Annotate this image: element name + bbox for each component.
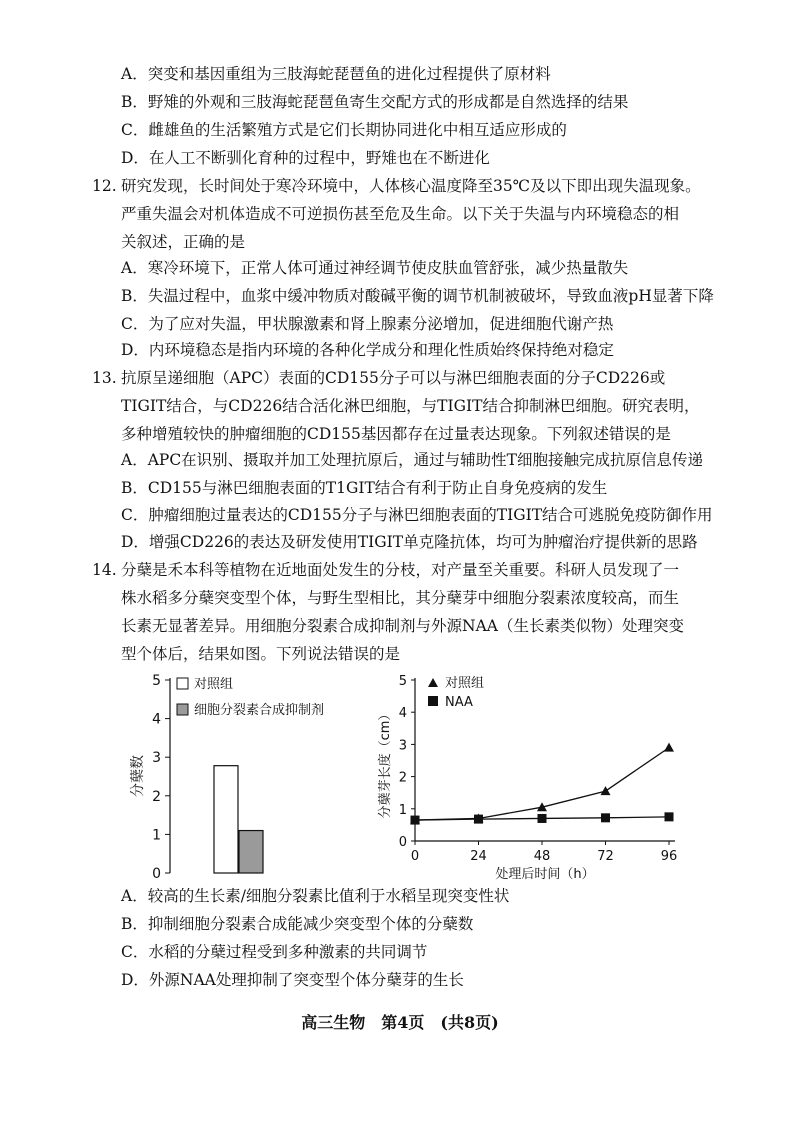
q14-stem-line: 型个体后，结果如图。下列说法错误的是 — [121, 645, 401, 663]
q12-option-b: B．失温过程中，血浆中缓冲物质对酸碱平衡的调节机制被破坏，导致血液pH显著下降 — [121, 287, 714, 305]
q12-option-a: A．寒冷环境下，正常人体可通过神经调节使皮肤血管舒张，减少热量散失 — [121, 259, 629, 277]
legend-label-naa: NAA — [445, 695, 473, 710]
legend-marker-control — [428, 678, 438, 687]
bar-y-tick-label: 0 — [152, 866, 161, 880]
point-control — [601, 786, 611, 795]
q12-option-d: D．内环境稳态是指内环境的各种化学成分和理化性质始终保持绝对稳定 — [121, 341, 614, 359]
q13-stem-line: TIGIT结合，与CD226结合活化淋巴细胞，与TIGIT结合抑制淋巴细胞。研究表明， — [121, 397, 700, 415]
q14-number: 14. — [92, 561, 117, 579]
line-x-tick-label: 0 — [410, 849, 420, 864]
q12-stem-line: 研究发现，长时间处于寒冷环境中，人体核心温度降至35℃及以下即出现失温现象。 — [121, 177, 701, 195]
line-x-tick-label: 72 — [597, 849, 614, 864]
line-y-tick-label: 5 — [398, 674, 407, 689]
q13-option-c: C．肿瘤细胞过量表达的CD155分子与淋巴细胞表面的TIGIT结合可逃脱免疫防御作用 — [121, 506, 713, 524]
line-y-axis-label: 分蘖芽长度（cm） — [378, 707, 393, 819]
page-footer: 高三生物 第4页 (共8页) — [301, 1013, 499, 1032]
bar-control — [214, 766, 238, 873]
q13-option-b: B．CD155与淋巴细胞表面的T1GIT结合有利于防止自身免疫病的发生 — [121, 479, 608, 497]
bar-y-tick-label: 5 — [152, 673, 161, 689]
tiller-count-bar-chart — [120, 668, 380, 880]
legend-label-control: 对照组 — [445, 676, 485, 691]
q13-number: 13. — [92, 369, 117, 387]
line-x-tick-label: 24 — [470, 849, 487, 864]
q13-stem-line: 抗原呈递细胞（APC）表面的CD155分子可以与淋巴细胞表面的分子CD226或 — [121, 369, 666, 387]
q11-option-d: D．在人工不断驯化育种的过程中，野雉也在不断进化 — [121, 149, 490, 167]
point-naa — [665, 812, 674, 821]
q11-option-b: B．野雉的外观和三肢海蛇琵琶鱼寄生交配方式的形成都是自然选择的结果 — [121, 93, 629, 111]
line-y-tick-label: 2 — [398, 770, 407, 786]
line-y-tick-label: 1 — [398, 802, 407, 818]
q13-option-a: A．APC在识别、摄取并加工处理抗原后，通过与辅助性T细胞接触完成抗原信息传递 — [121, 451, 704, 469]
point-naa — [411, 816, 420, 825]
bar-y-axis-label: 分蘖数 — [130, 755, 146, 797]
line-y-tick-label: 0 — [398, 835, 407, 850]
line-x-axis-label: 处理后时间（h） — [495, 867, 595, 882]
bar-y-tick-label: 3 — [152, 750, 161, 767]
q13-option-d: D．增强CD226的表达及研发使用TIGIT单克隆抗体，均可为肿瘤治疗提供新的思路 — [121, 533, 698, 551]
bar-y-tick-label: 2 — [152, 788, 161, 805]
line-x-tick-label: 96 — [660, 849, 678, 864]
q14-stem-line: 株水稻多分蘖突变型个体，与野生型相比，其分蘖芽中细胞分裂素浓度较高，而生 — [121, 589, 680, 607]
line-y-tick-label: 3 — [398, 738, 407, 754]
point-naa — [538, 814, 547, 823]
q12-stem-line: 关叙述，正确的是 — [121, 233, 246, 251]
legend-label-inhibitor: 细胞分裂素合成抑制剂 — [194, 703, 325, 718]
legend-swatch-control — [177, 678, 188, 689]
q11-option-a: A．突变和基因重组为三肢海蛇琵琶鱼的进化过程提供了原材料 — [121, 65, 551, 83]
q12-number: 12. — [92, 177, 117, 195]
q14-stem-line: 长素无显著差异。用细胞分裂素合成抑制剂与外源NAA（生长素类似物）处理突变 — [121, 617, 684, 635]
q12-option-c: C．为了应对失温，甲状腺激素和肾上腺素分泌增加，促进细胞代谢产热 — [121, 315, 614, 333]
q14-option-d: D．外源NAA处理抑制了突变型个体分蘖芽的生长 — [121, 971, 464, 989]
legend-label-control: 对照组 — [194, 677, 234, 692]
point-naa — [601, 813, 610, 822]
q14-option-c: C．水稻的分蘖过程受到多种激素的共同调节 — [121, 943, 428, 961]
line-x-tick-label: 48 — [533, 849, 551, 864]
bar-y-tick-label: 1 — [152, 827, 161, 844]
bar-inhibitor — [239, 831, 263, 873]
q14-option-b: B．抑制细胞分裂素合成能减少突变型个体的分蘖数 — [121, 915, 474, 933]
q12-stem-line: 严重失温会对机体造成不可逆损伤甚至危及生命。以下关于失温与内环境稳态的相 — [121, 205, 680, 223]
q13-stem-line: 多种增殖较快的肿瘤细胞的CD155基因都存在过量表达现象。下列叙述错误的是 — [121, 425, 671, 443]
legend-swatch-inhibitor — [177, 704, 188, 715]
point-control — [664, 743, 674, 752]
q14-stem-line: 分蘖是禾本科等植物在近地面处发生的分枝，对产量至关重要。科研人员发现了一 — [121, 561, 680, 579]
legend-marker-naa — [428, 696, 438, 706]
point-naa — [474, 815, 483, 824]
line-y-tick-label: 4 — [398, 706, 407, 722]
bud-length-line-chart — [375, 668, 695, 886]
q11-option-c: C．雌雄鱼的生活繁殖方式是它们长期协同进化中相互适应形成的 — [121, 121, 567, 139]
q14-option-a: A．较高的生长素/细胞分裂素比值利于水稻呈现突变性状 — [121, 887, 510, 905]
bar-y-tick-label: 4 — [152, 711, 161, 728]
